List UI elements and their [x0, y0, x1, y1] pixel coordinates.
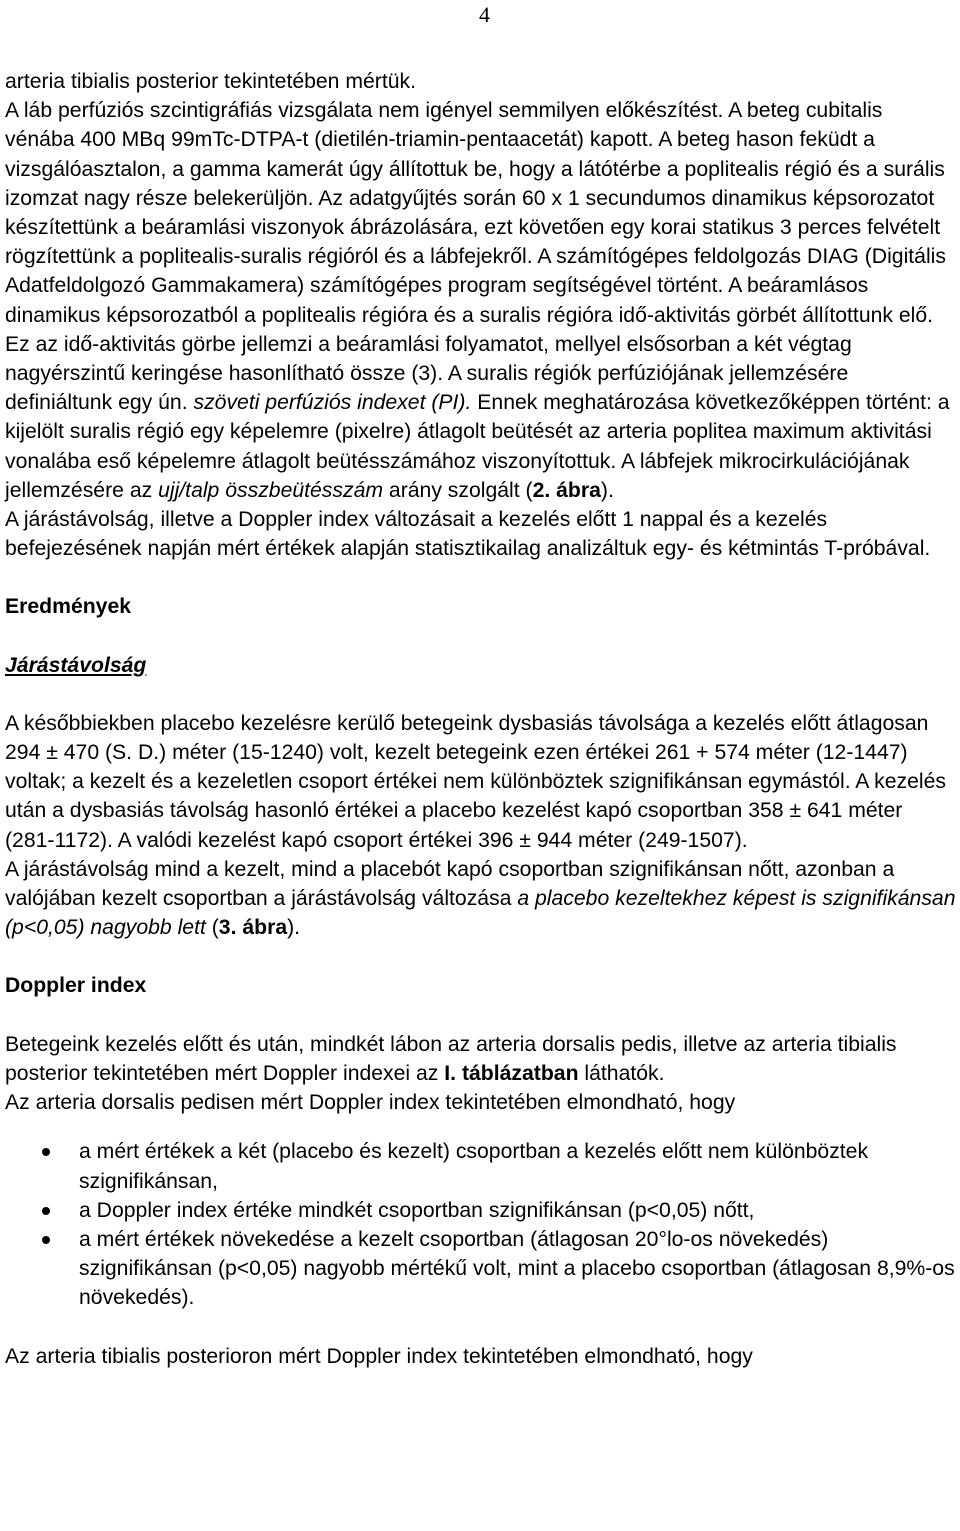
text-run: arány szolgált ( — [383, 478, 533, 502]
page-number: 4 — [479, 2, 490, 27]
bullet-icon — [42, 1207, 50, 1215]
methods-paragraph-2 — [5, 96, 957, 505]
figure-reference: 2. ábra — [532, 478, 601, 502]
walking-paragraph-1: A későbbiekben placebo kezelésre kerülő betegeink dysbasiás távolsága a kezelés előtt átlagosan 294 ± 470 (S. D.) méter (15-1240) volt, kezelt betegeink ezen értékei 261 + 574 méter (12-1447) voltak; a kezelt és a kezeletlen csoport értékei nem különböztek szignifikánsan egymástól. A kezelés után a dysbasiás távolság hasonló értékei a placebo kezelést kapó csoportban 358 ± 641 méter (281-1172). A valódi kezelést kapó csoport értékei 396 ± 944 méter (249-1507). — [5, 711, 946, 852]
text-run: A láb perfúziós szcintigráfiás vizsgálata nem igényel semmilyen előkészítést. A beteg cubitalis vénába 400 MBq 99mTc-DTPA-t (dietilén-triamin-pentaacetát) kapott. A beteg hason feküdt a vizsgálóasztalon, a gamma kamerát úgy állítottuk be, hogy a látótérbe a poplitealis régió és a surális izomzat nagy része belekerüljön. Az adatgyűjtés során 60 x 1 secundumos dinamikus képsorozatot készítettünk a beáramlási viszonyok ábrázolására, ezt követően egy korai statikus 3 perces felvételt rögzítettünk a poplitealis-suralis régióról és a lábfejekről. A számítógépes feldolgozás DIAG (Digitális Adatfeldolgozó Gammakamera) számítógépes program segítségével történt. A beáramlásos dinamikus képsorozatból a poplitealis régióra és a suralis régióra idő-aktivitás görbét állítottunk elő. Ez az idő-aktivitás görbe jellemzi a beáramlási folyamatot, mellyel elsősorban a két végtag nagyérszintű keringése hasonlítható össze (3). A suralis régiók perfúziójának jellemzésére definiáltunk egy ún. — [5, 99, 946, 415]
list-item-text: a mért értékek növekedése a kezelt csoportban (átlagosan 20°lo-os növekedés) szignifikánsan (p<0,05) nagyobb mértékű volt, mint a placebo csoportban (átlagosan 8,9%-os növekedés). — [79, 1227, 955, 1310]
text-run: Betegeink kezelés előtt és után, mindkét lábon az arteria dorsalis pedis, illetve az arteria tibialis posterior tekintetében mért Doppler indexei az — [5, 1032, 897, 1085]
list-item — [5, 1137, 957, 1195]
doppler-paragraph-3: Az arteria tibialis posterioron mért Doppler index tekintetében elmondható, hogy — [5, 1344, 753, 1368]
methods-paragraph-1: arteria tibialis posterior tekintetében mértük. — [5, 70, 416, 93]
italic-finding: a placebo kezeltekhez képest is szignifikánsan (p<0,05) nagyobb lett — [5, 887, 956, 940]
text-run: ). — [600, 478, 614, 502]
walking-distance-heading: Járástávolság — [5, 653, 147, 677]
figure-reference: 3. ábra — [218, 916, 288, 940]
ratio-term: ujj/talp összbeütésszám — [158, 478, 384, 502]
text-run: A járástávolság mind a kezelt, mind a placebót kapó csoportban szignifikánsan nőtt, azonban a valójában kezelt csoportban a járástávolság változása — [5, 857, 895, 911]
list-item-text: a mért értékek a két (placebo és kezelt) csoportban a kezelés előtt nem különböztek szignifikánsan, — [79, 1140, 869, 1193]
list-item-text: a Doppler index értéke mindkét csoportban szignifikánsan (p<0,05) nőtt, — [79, 1198, 755, 1222]
list-item — [5, 1225, 957, 1313]
table-reference: I. táblázatban — [444, 1061, 579, 1085]
text-run: Ennek meghatározása következőképpen történt: a kijelölt suralis régió egy képelemre (pixelre) átlagolt beütését az arteria poplitea maximum aktivitási vonalába eső képelemre átlagolt beütésszámához viszonyítottuk. A lábfejek mikrocirkulációjának jellemzésére az — [5, 391, 950, 502]
doppler-paragraph-1 — [5, 1030, 957, 1088]
doppler-paragraph-2: Az arteria dorsalis pedisen mért Doppler index tekintetében elmondható, hogy — [5, 1091, 736, 1115]
walking-paragraph-2 — [5, 855, 957, 943]
pi-term: szöveti perfúziós indexet (PI). — [193, 391, 472, 415]
methods-paragraph-3: A járástávolság, illetve a Doppler index változásait a kezelés előtt 1 nappal és a kezelés befejezésének napján mért értékek alapján statisztikailag analizáltuk egy- és kétmintás T-próbával. — [5, 508, 931, 561]
list-item — [5, 1196, 957, 1225]
text-run: ( — [205, 916, 219, 940]
doppler-heading: Doppler index — [5, 974, 147, 998]
document-body — [5, 67, 957, 1371]
results-heading: Eredmények — [5, 595, 132, 619]
text-run: láthatók. — [578, 1061, 665, 1085]
bullet-icon — [42, 1148, 50, 1156]
text-run: ). — [287, 916, 301, 940]
bullet-list — [5, 1137, 957, 1312]
bullet-icon — [42, 1236, 50, 1244]
